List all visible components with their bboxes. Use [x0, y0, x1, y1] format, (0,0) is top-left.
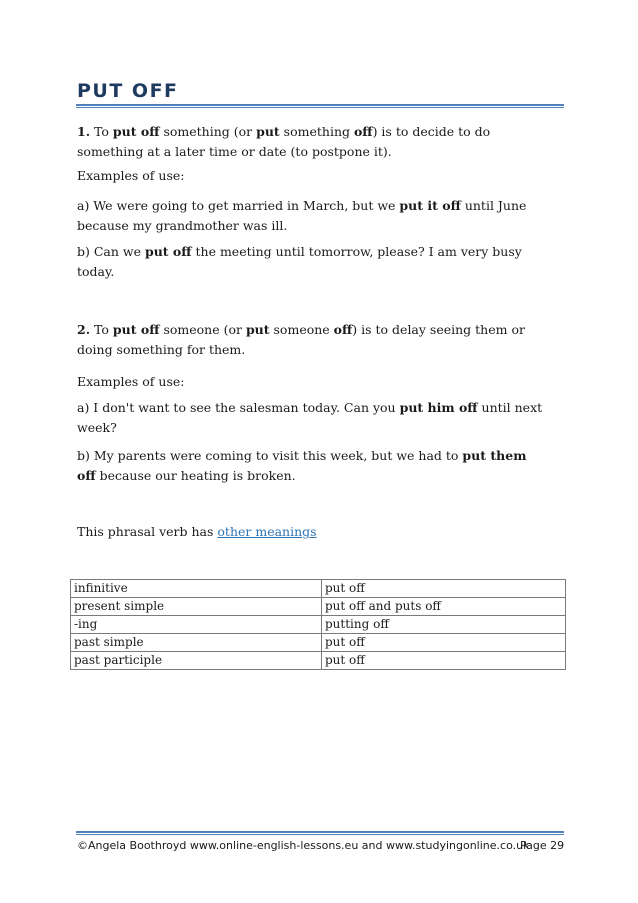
phrasal-verb: put it off	[399, 198, 461, 213]
example-1a	[77, 196, 547, 236]
table-row	[71, 652, 566, 670]
text: To	[90, 322, 113, 337]
text: To	[90, 124, 113, 139]
examples-label-text: Examples of use:	[77, 374, 185, 389]
form-value: put off	[322, 580, 566, 598]
form-value: putting off	[322, 616, 566, 634]
meaning-1-definition	[77, 122, 547, 162]
phrasal-verb: put him off	[399, 400, 478, 415]
phrasal-verb: put off	[144, 244, 192, 259]
text: because our heating is broken.	[95, 468, 296, 483]
other-meanings-note	[77, 522, 547, 542]
examples-label	[77, 372, 547, 392]
table-row	[71, 616, 566, 634]
form-value: put off	[322, 652, 566, 670]
text: something	[279, 124, 354, 139]
text: ) is to decide to do something at a later time or date (to postpone it).	[77, 124, 491, 159]
form-name: infinitive	[71, 580, 322, 598]
other-meanings-link[interactable]: other meanings	[217, 524, 317, 539]
examples-label-text: Examples of use:	[77, 168, 185, 183]
text: b) Can we	[77, 244, 145, 259]
form-name: -ing	[71, 616, 322, 634]
form-name: past participle	[71, 652, 322, 670]
table-row	[71, 580, 566, 598]
table-row	[71, 598, 566, 616]
text: until June because my grandmother was ill.	[77, 198, 527, 233]
text: something (or	[159, 124, 257, 139]
form-value: put off	[322, 634, 566, 652]
text: someone	[269, 322, 334, 337]
page-number: Page 29	[520, 839, 565, 852]
text: ) is to delay seeing them or doing something for them.	[77, 322, 525, 357]
title-rule-thin	[76, 107, 564, 108]
footer-copyright: ©Angela Boothroyd www.online-english-lessons.eu and www.studyingonline.co.uk	[77, 839, 530, 852]
conjugation-table	[70, 579, 566, 670]
text: someone (or	[159, 322, 246, 337]
text: a) We were going to get married in March, but we	[77, 198, 400, 213]
phrasal-verb: put them off	[77, 448, 527, 483]
example-2a	[77, 398, 547, 438]
title-rule	[76, 104, 564, 106]
footer-rule	[76, 831, 564, 833]
particle: off	[333, 322, 353, 337]
verb-part: put	[256, 124, 280, 139]
page-title: PUT OFF	[77, 80, 179, 102]
form-name: present simple	[71, 598, 322, 616]
text: b) My parents were coming to visit this week, but we had to	[77, 448, 463, 463]
note-text: This phrasal verb has	[77, 524, 218, 539]
examples-label	[77, 166, 547, 186]
text: the meeting until tomorrow, please? I am very busy today.	[77, 244, 522, 279]
form-name: past simple	[71, 634, 322, 652]
phrasal-verb: put off	[112, 124, 160, 139]
form-value: put off and puts off	[322, 598, 566, 616]
verb-part: put	[245, 322, 270, 337]
example-1b	[77, 242, 547, 282]
particle: off	[353, 124, 373, 139]
example-2b	[77, 446, 547, 486]
footer-rule-thin	[76, 834, 564, 835]
phrasal-verb: put off	[112, 322, 160, 337]
text: until next week?	[77, 400, 543, 435]
text: a) I don't want to see the salesman today. Can you	[77, 400, 400, 415]
meaning-number: 1.	[77, 124, 91, 139]
meaning-2-definition	[77, 320, 547, 360]
meaning-number: 2.	[77, 322, 91, 337]
table-row	[71, 634, 566, 652]
